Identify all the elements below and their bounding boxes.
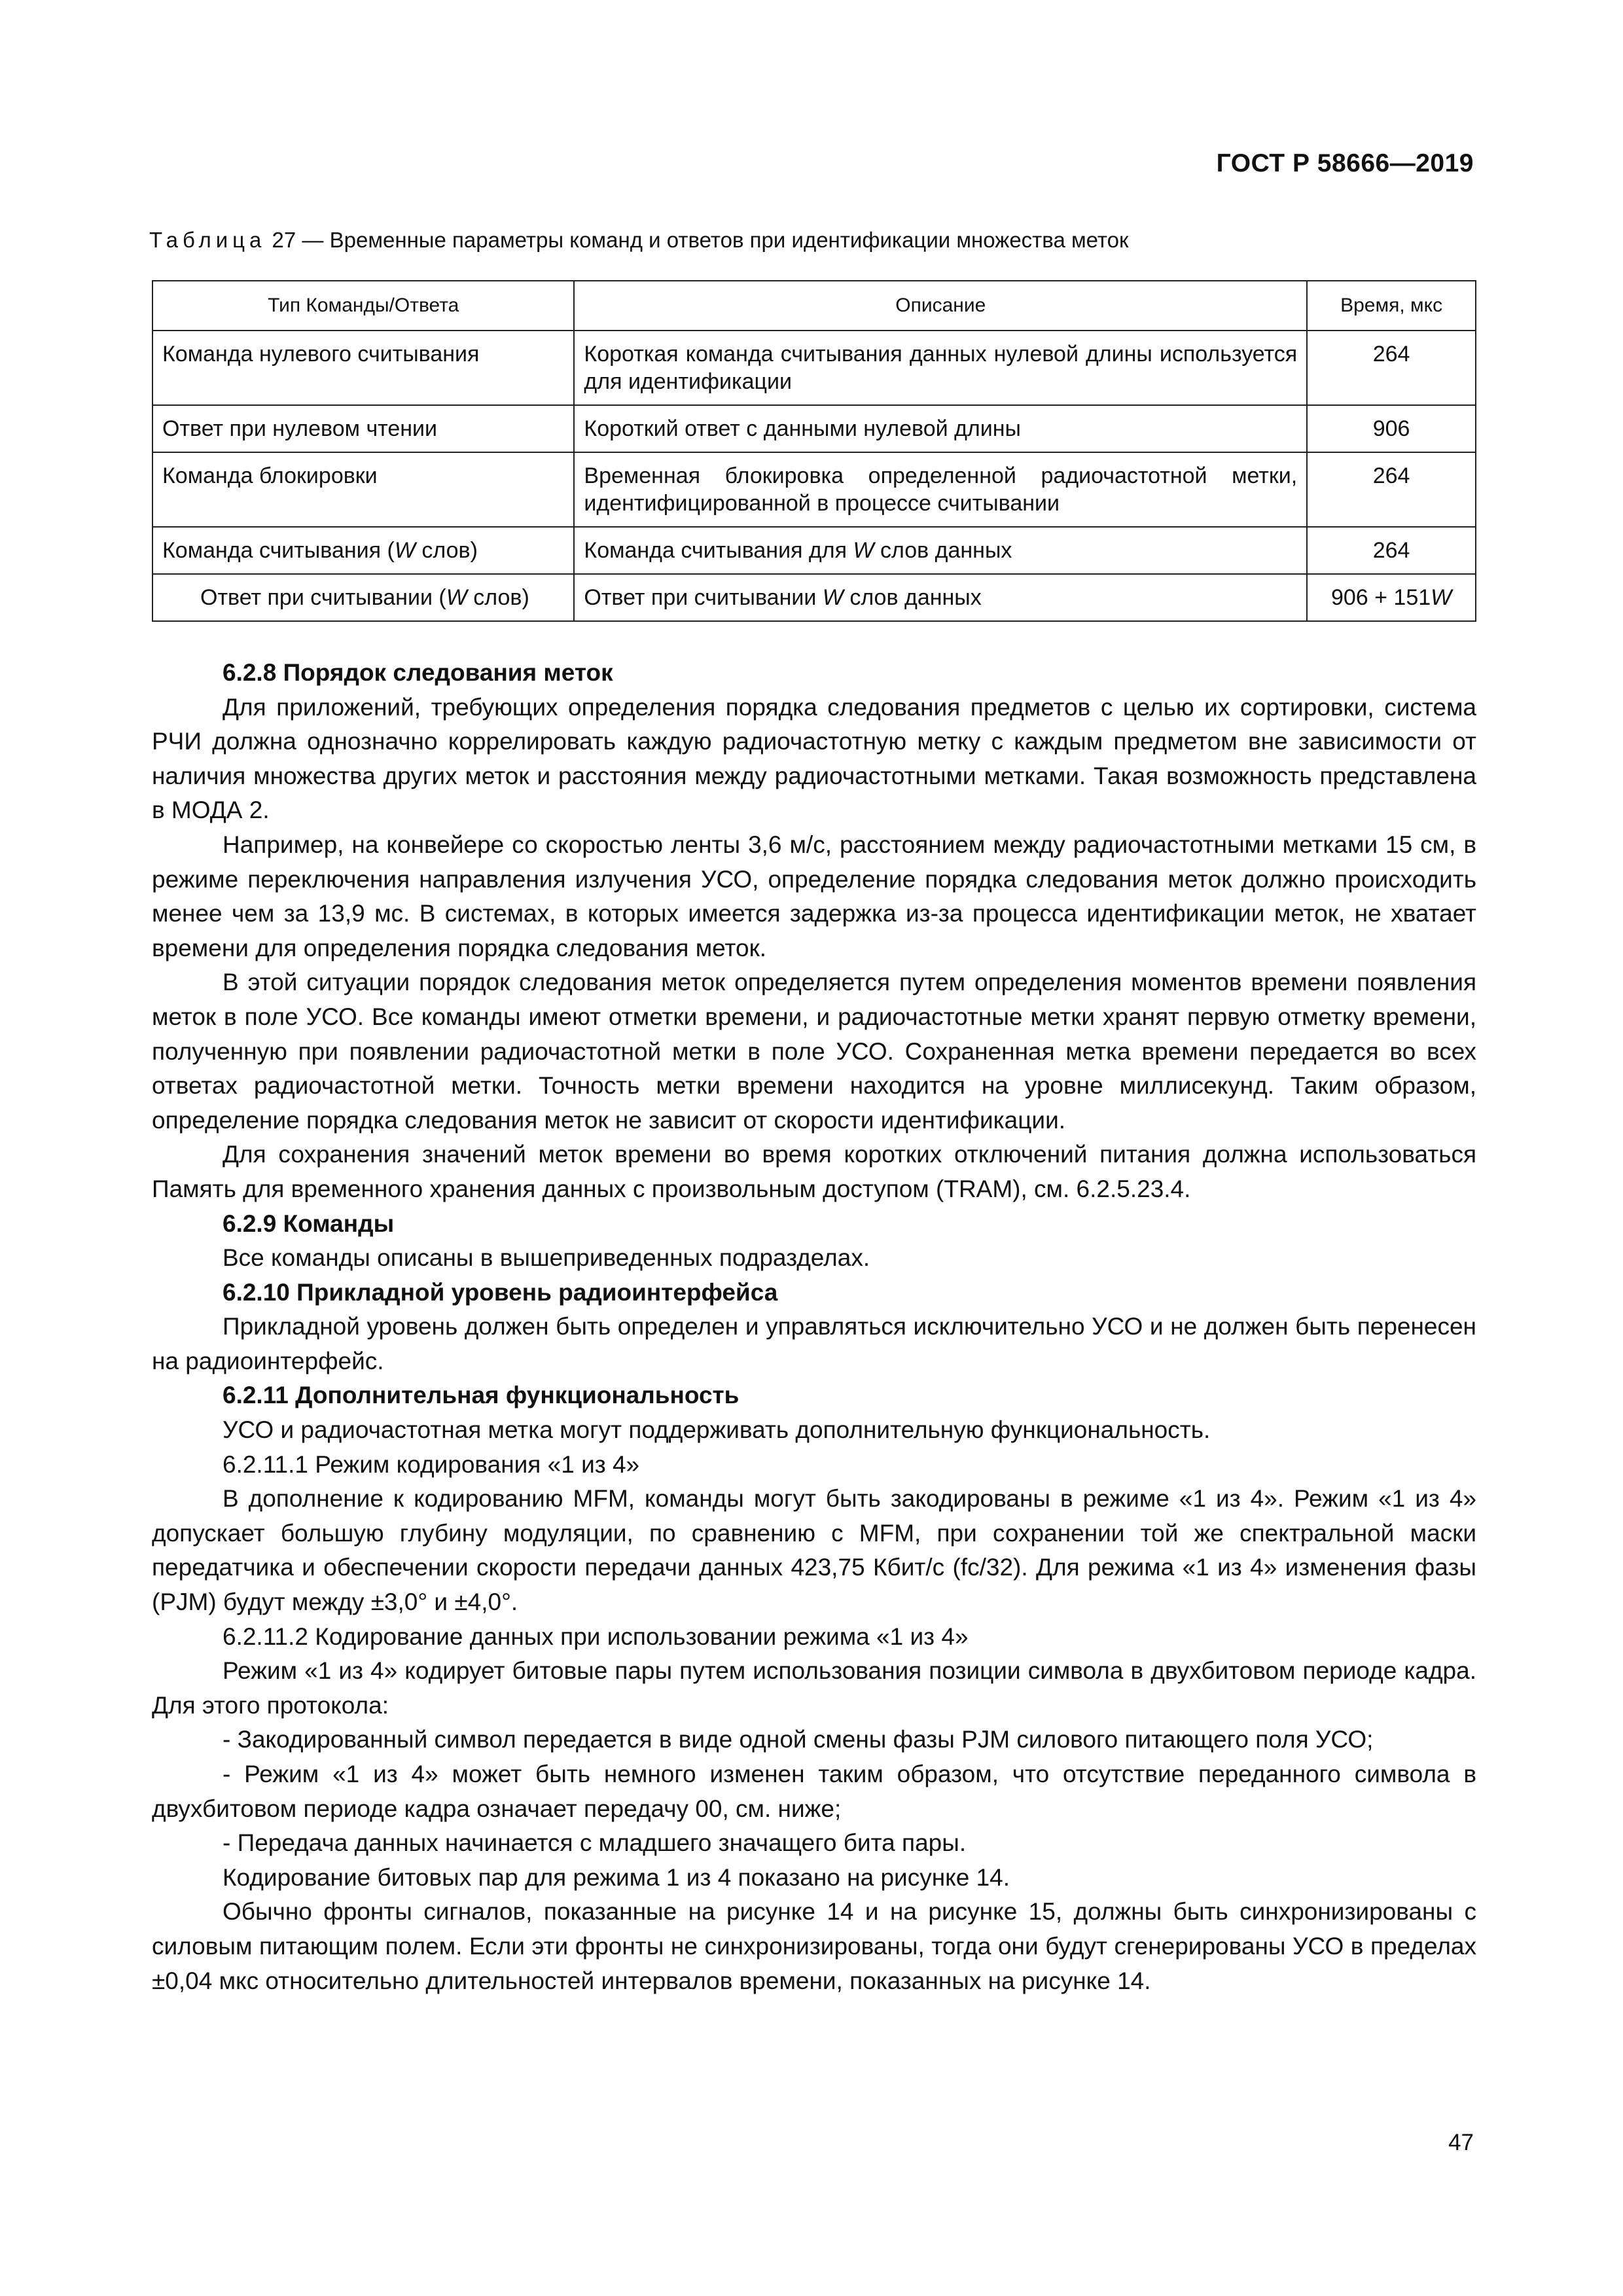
paragraph: Например, на конвейере со скоростью ленты 3,6 м/с, расстоянием между радиочастотными метками 15 см, в режиме переключения направления излучения УСО, определение порядка следования меток должно происходить менее чем за 13,9 мс. В системах, в которых имеется задержка из-за процесса идентификации меток, не хватает времени для определения порядка следования меток. <box>152 831 1476 961</box>
section-heading-6-2-8: 6.2.8 Порядок следования меток <box>223 659 613 686</box>
page-number: 47 <box>1448 2130 1474 2155</box>
table-row <box>152 331 1476 405</box>
section-heading-6-2-11: 6.2.11 Дополнительная функциональность <box>223 1382 740 1409</box>
column-header-description: Описание <box>574 281 1307 331</box>
list-item: - Закодированный символ передается в виде одной смены фазы PJM силового питающего поля УСО; <box>223 1726 1374 1753</box>
body-text <box>152 656 1476 1998</box>
variable-w: W <box>822 585 844 610</box>
section-heading-6-2-10: 6.2.10 Прикладной уровень радиоинтерфейса <box>223 1278 778 1306</box>
variable-w: W <box>1431 585 1452 610</box>
table-row <box>152 405 1476 452</box>
cell-type: Команда блокировки <box>152 452 574 527</box>
cell-description: Короткая команда считывания данных нулевой длины используется для идентификации <box>574 331 1307 405</box>
section-heading-6-2-9: 6.2.9 Команды <box>223 1210 395 1237</box>
cell-description: Временная блокировка определенной радиочастотной метки, идентифицированной в процессе считывании <box>574 452 1307 527</box>
cell-time: 906 <box>1307 405 1476 452</box>
document-code: ГОСТ Р 58666—2019 <box>1216 149 1474 177</box>
variable-w: W <box>446 585 467 610</box>
list-item: - Передача данных начинается с младшего значащего бита пары. <box>223 1829 967 1857</box>
paragraph: Обычно фронты сигналов, показанные на рисунке 14 и на рисунке 15, должны быть синхронизированы с силовым питающим полем. Если эти фронты не синхронизированы, тогда они будут сгенерированы УСО в пределах ±0,04 мкс относительно длительностей интервалов времени, показанных на рисунке 14. <box>152 1898 1476 1994</box>
paragraph: Кодирование битовых пар для режима 1 из 4 показано на рисунке 14. <box>223 1863 1010 1891</box>
paragraph: УСО и радиочастотная метка могут поддерживать дополнительную функциональность. <box>223 1416 1211 1444</box>
variable-w: W <box>394 538 416 563</box>
paragraph: Для сохранения значений меток времени во время коротких отключений питания должна использоваться Память для временного хранения данных с произвольным доступом (TRAM), см. 6.2.5.23.4. <box>152 1141 1476 1202</box>
cell-time: 906 + 151W <box>1307 574 1476 621</box>
subsection-heading-6-2-11-1: 6.2.11.1 Режим кодирования «1 из 4» <box>223 1450 640 1478</box>
cell-time: 264 <box>1307 331 1476 405</box>
paragraph: Для приложений, требующих определения порядка следования предметов с целью их сортировки, система РЧИ должна однозначно коррелировать каждую радиочастотную метку с каждым предметом вне зависимости от наличия множества других меток и расстояния между радиочастотными метками. Такая возможность представлена в МОДА 2. <box>152 693 1476 824</box>
timing-parameters-table <box>152 280 1476 622</box>
list-item: - Режим «1 из 4» может быть немного изменен таким образом, что отсутствие переданного символа в двухбитовом периоде кадра означает передачу 00, см. ниже; <box>152 1761 1476 1822</box>
table-caption <box>149 228 1128 253</box>
variable-w: W <box>853 538 874 563</box>
cell-description: Короткий ответ с данными нулевой длины <box>574 405 1307 452</box>
paragraph: В дополнение к кодированию MFM, команды могут быть закодированы в режиме «1 из 4». Режим «1 из 4» допускает большую глубину модуляции, по сравнению с MFM, при сохранении той же спектральной маски передатчика и обеспечении скорости передачи данных 423,75 Кбит/с (fc/32). Для режима «1 из 4» изменения фазы (PJM) будут между ±3,0° и ±4,0°. <box>152 1485 1476 1616</box>
table-row <box>152 527 1476 574</box>
table-caption-label: Таблица <box>149 228 266 252</box>
table-caption-text: 27 — Временные параметры команд и ответов при идентификации множества меток <box>266 228 1129 252</box>
cell-type: Команда нулевого считывания <box>152 331 574 405</box>
cell-time: 264 <box>1307 527 1476 574</box>
paragraph: Прикладной уровень должен быть определен и управляться исключительно УСО и не должен быть перенесен на радиоинтерфейс. <box>152 1313 1476 1374</box>
cell-description: Ответ при считывании W слов данных <box>574 574 1307 621</box>
table-row <box>152 574 1476 621</box>
cell-time: 264 <box>1307 452 1476 527</box>
cell-description: Команда считывания для W слов данных <box>574 527 1307 574</box>
cell-type: Команда считывания (W слов) <box>152 527 574 574</box>
cell-type: Ответ при нулевом чтении <box>152 405 574 452</box>
table-row <box>152 452 1476 527</box>
column-header-time: Время, мкс <box>1307 281 1476 331</box>
paragraph: Все команды описаны в вышеприведенных подразделах. <box>223 1244 870 1272</box>
column-header-type: Тип Команды/Ответа <box>152 281 574 331</box>
cell-type: Ответ при считывании (W слов) <box>152 574 574 621</box>
paragraph: В этой ситуации порядок следования меток определяется путем определения моментов времени появления меток в поле УСО. Все команды имеют отметки времени, и радиочастотные метки хранят первую отметку времени, полученную при появлении радиочастотной метки в поле УСО. Сохраненная метка времени передается во всех ответах радиочастотной метки. Точность метки времени находится на уровне миллисекунд. Таким образом, определение порядка следования меток не зависит от скорости идентификации. <box>152 969 1476 1134</box>
table-header-row <box>152 281 1476 331</box>
paragraph: Режим «1 из 4» кодирует битовые пары путем использования позиции символа в двухбитовом периоде кадра. Для этого протокола: <box>152 1657 1476 1719</box>
subsection-heading-6-2-11-2: 6.2.11.2 Кодирование данных при использовании режима «1 из 4» <box>223 1623 969 1650</box>
